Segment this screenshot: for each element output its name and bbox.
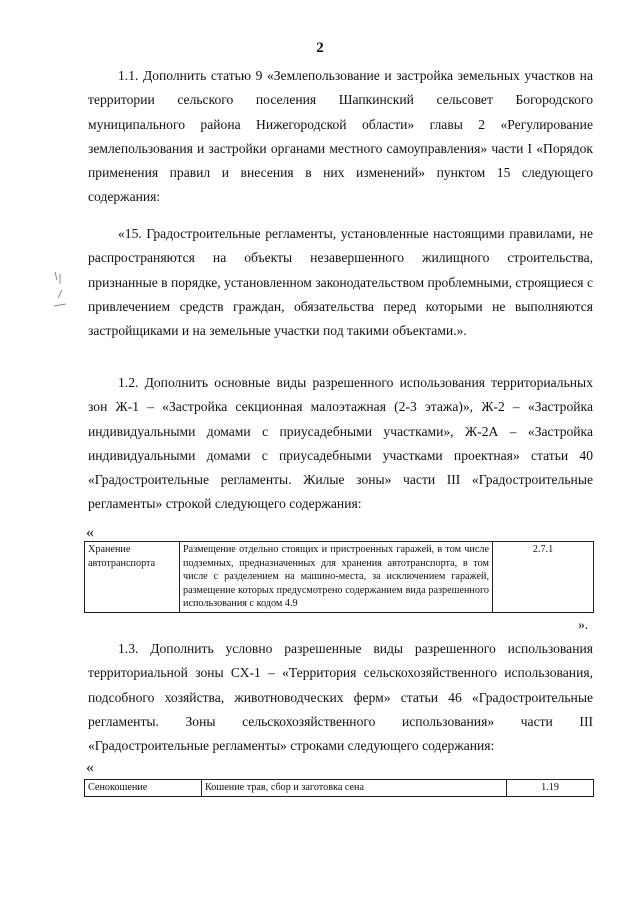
paragraph-1-3: 1.3. Дополнить условно разрешенные виды разрешенного использования территориальной зоны СХ-1 – «Территория сельскохозяйственного использования, подсобного хозяйства, животноводческих ферм» статьи 46 «Градостроительные регламенты. Зоны сельскохозяйственного использования» части III «Градостроительные регламенты» строками следующего содержания:: [88, 641, 593, 754]
table-2: [84, 779, 594, 797]
table-1-name-cell: Хранение автотранспорта: [85, 542, 180, 613]
table-2-description-cell: Кошение трав, сбор и заготовка сена: [202, 780, 507, 797]
paragraph-1-1: 1.1. Дополнить статью 9 «Землепользование и застройка земельных участков на территории сельского поселения Шапкинский сельсовет Богородского муниципального района Нижегородской области» главы 2 «Регулирование землепользования и застройки органами местного самоуправления» части I «Порядок применения правил и внесения в них изменений» пунктом 15 следующего содержания:: [88, 68, 593, 205]
table-2-code-cell: 1.19: [507, 780, 594, 797]
table-1-close-quote: ».: [578, 617, 589, 632]
paragraph-1-2: 1.2. Дополнить основные виды разрешенного использования территориальных зон Ж-1 – «Застройка секционная малоэтажная (2-3 этажа)», Ж-2 – «Застройка индивидуальными домами с приусадебными участками», Ж-2А – «Застройка индивидуальными домами с приусадебными участками проектная» статьи 40 «Градостроительные регламенты. Жилые зоны» части III «Градостроительные регламенты» строкой следующего содержания:: [88, 375, 593, 512]
table-1-open-quote: «: [86, 524, 94, 541]
page-number: 2: [316, 40, 324, 56]
table-2-open-quote: «: [86, 759, 94, 776]
table-1-description-cell: Размещение отдельно стоящих и пристроенных гаражей, в том числе подземных, предназначенных для хранения автотранспорта, в том числе с разделением на машино-места, за исключением гаражей, размещение которых предусмотрено содержанием вида разрешенного использования с кодом 4.9: [180, 542, 493, 613]
table-row: [85, 542, 594, 613]
table-1-code-cell: 2.7.1: [493, 542, 594, 613]
left-margin-handwritten-mark: [52, 270, 70, 313]
paragraph-15: «15. Градостроительные регламенты, установленные настоящими правилами, не распространяются на объекты незавершенного жилищного строительства, признанные в порядке, установленном законодательством проблемными, строящиеся с привлечением средств граждан, обязательства перед которыми не выполняются застройщиками и на земельные участки под такими объектами.».: [88, 226, 593, 339]
table-2-name-cell: Сенокошение: [85, 780, 202, 797]
table-1: [84, 541, 594, 613]
table-row: [85, 780, 594, 797]
